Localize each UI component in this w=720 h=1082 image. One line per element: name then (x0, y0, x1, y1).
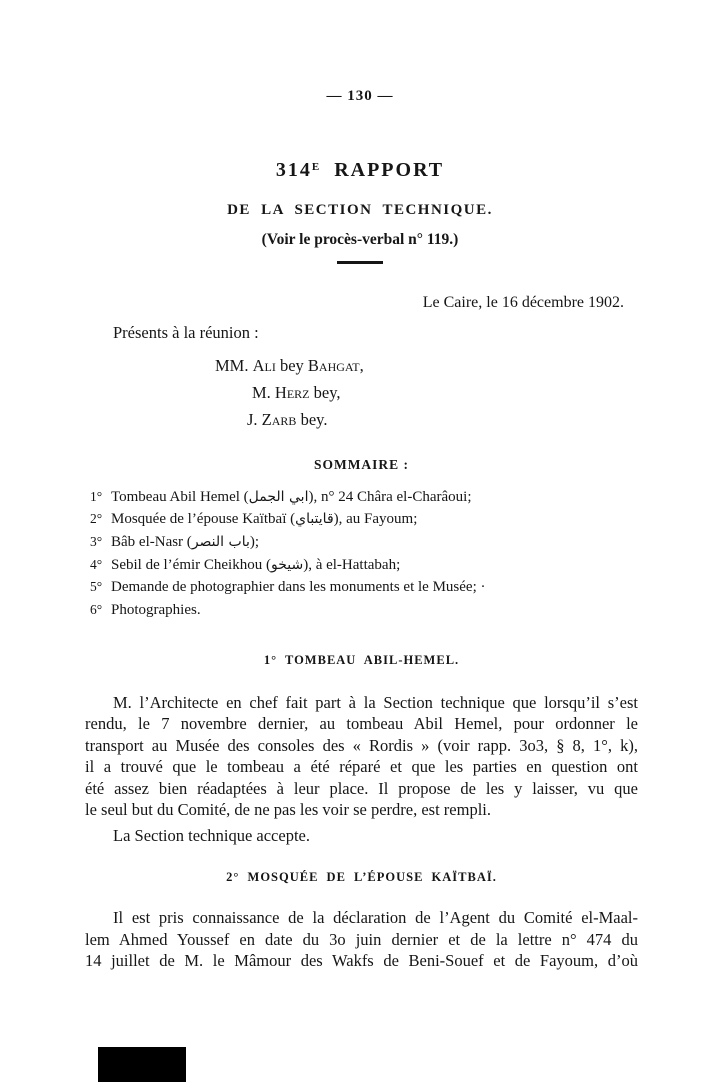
text-line: rendu, le 7 novembre dernier, au tombeau Abil Hemel, pour ordonner le (85, 714, 638, 734)
report-title-ordinal: E (311, 161, 320, 173)
attendee-name: Zarb (261, 409, 297, 429)
attendee-row: J. Zarb bey. (247, 409, 328, 429)
presents-label: Présents à la réunion : (113, 323, 259, 342)
item-number: 1° (90, 488, 103, 504)
text-line: il a trouvé que le tombeau a été réparé et que les parties en question ont (85, 757, 638, 777)
sommaire-list (85, 486, 638, 622)
text-line: lem Ahmed Youssef en date du 3o juin dernier et de la lettre n° 474 du (85, 929, 638, 949)
item-number: 2° (90, 511, 103, 527)
report-subtitle: DE LA SECTION TECHNIQUE. (227, 202, 493, 218)
sommaire-item: 1° Tombeau Abil Hemel (ابي الجمل), n° 24 Châra el-Charâoui; (85, 486, 638, 509)
item-number: 6° (90, 602, 103, 618)
item-number: 3° (90, 533, 103, 549)
section-1-conclusion: La Section technique accepte. (113, 825, 310, 845)
attendee-row: M. Herz bey, (252, 382, 341, 402)
sommaire-item: 2° Mosquée de l’épouse Kaïtbaï (قايتباي), au Fayoum; (85, 508, 638, 531)
attendees-list (85, 352, 638, 433)
sommaire-item: 6° Photographies. (85, 599, 638, 622)
section-2-heading: 2° MOSQUÉE DE L’ÉPOUSE KAÏTBAÏ. (226, 870, 497, 885)
report-title-number: 314 (275, 159, 312, 181)
item-number: 5° (90, 579, 103, 595)
text-line: M. l’Architecte en chef fait part à la Section technique que lorsqu’il s’est (113, 692, 638, 712)
report-title (0, 155, 720, 182)
section-2-paragraph (85, 907, 638, 972)
section-1-heading: 1° TOMBEAU ABIL-HEMEL. (263, 652, 460, 667)
attendee-name: Ali (252, 355, 276, 375)
sommaire-heading: SOMMAIRE : (313, 456, 410, 472)
attendee-name: Bahgat (307, 355, 360, 375)
sommaire-item: 4° Sebil de l’émir Cheikhou (شيخو), à el-Hattabah; (85, 554, 638, 577)
text-line: transport au Musée des consoles des « Rordis » (voir rapp. 3o3, § 8, 1°, k), (85, 735, 638, 755)
attendee-row: MM. Ali bey Bahgat, (215, 355, 364, 375)
proces-verbal-reference: (Voir le procès-verbal n° 119.) (261, 231, 459, 248)
page-content (85, 292, 638, 972)
text-line: été assez bien réadaptées à leur place. Il propose de les y laisser, vu que (85, 778, 638, 798)
arabic-text: قايتباي (295, 511, 334, 528)
divider-rule (337, 261, 383, 264)
text-line: Il est pris connaissance de la déclaration de l’Agent du Comité el-Maal- (113, 908, 638, 928)
arabic-text: شيخو (270, 556, 304, 573)
section-1-paragraph (85, 692, 638, 821)
page-number: — 130 — (326, 88, 394, 104)
attendee-name: Herz (274, 382, 310, 402)
report-title-text: RAPPORT (319, 159, 445, 181)
sommaire-item: 5° Demande de photographier dans les monuments et le Musée; · (85, 576, 638, 599)
arabic-text: باب النصر (191, 533, 250, 550)
arabic-text: ابي الجمل (248, 488, 309, 505)
scan-artifact-black-bar (98, 1047, 186, 1082)
sommaire-item: 3° Bâb el-Nasr (باب النصر); (85, 531, 638, 554)
text-line: le seul but du Comité, de ne pas les voir se perdre, est rempli. (85, 800, 491, 820)
dateline: Le Caire, le 16 décembre 1902. (422, 294, 624, 311)
item-number: 4° (90, 556, 103, 572)
text-line: 14 juillet de M. le Mâmour des Wakfs de Beni-Souef et de Fayoum, d’où (85, 951, 638, 971)
